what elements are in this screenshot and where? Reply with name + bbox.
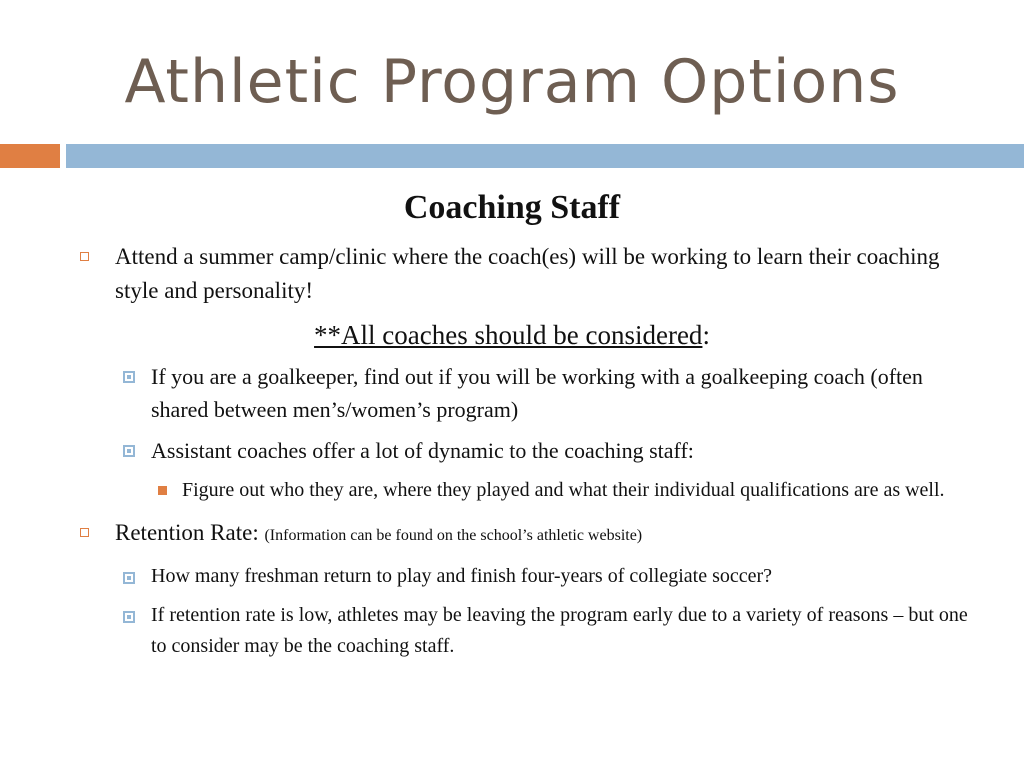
bullet-text: How many freshman return to play and finish four-years of collegiate soccer?: [151, 565, 773, 587]
sub-bullet-assistant-coaches: [151, 434, 974, 467]
bullet-summer-camp: [115, 240, 958, 308]
blue-square-bullet-icon: [123, 572, 135, 584]
accent-bar-blue: [66, 144, 1024, 168]
bullet-label: Retention Rate:: [115, 520, 265, 545]
bullet-retention-rate: [115, 516, 958, 553]
bullet-text: Figure out who they are, where they played and what their individual qualifications are as well.: [182, 479, 945, 501]
hollow-square-bullet-icon: [80, 528, 89, 537]
slide-content: [0, 186, 1024, 670]
blue-square-bullet-icon: [123, 445, 135, 457]
sub-bullet-freshman-return: [151, 561, 974, 592]
bullet-text: Assistant coaches offer a lot of dynamic to the coaching staff:: [151, 438, 694, 463]
accent-bar-orange: [0, 144, 60, 168]
subsub-bullet-qualifications: [182, 475, 954, 506]
section-heading: Coaching Staff: [403, 189, 621, 226]
sub-bullet-retention-low: [151, 600, 974, 662]
bullet-text: If you are a goalkeeper, find out if you will be working with a goalkeeping coach (often shared between men’s/women’s program): [151, 364, 923, 422]
sub-bullet-goalkeeper: [151, 360, 974, 426]
bullet-note: (Information can be found on the school’s athletic website): [264, 527, 643, 544]
blue-square-bullet-icon: [123, 371, 135, 383]
bullet-text: If retention rate is low, athletes may be leaving the program early due to a variety of reasons – but one to consider may be the coaching staff.: [151, 604, 968, 657]
consider-line: [0, 316, 1024, 354]
consider-suffix: :: [702, 320, 710, 350]
hollow-square-bullet-icon: [80, 252, 89, 261]
blue-square-bullet-icon: [123, 611, 135, 623]
slide-title: Athletic Program Options: [124, 47, 900, 117]
orange-square-bullet-icon: [158, 486, 167, 495]
bullet-text: Attend a summer camp/clinic where the coach(es) will be working to learn their coaching style and personality!: [115, 244, 940, 303]
consider-underlined-text: **All coaches should be considered: [314, 320, 703, 350]
